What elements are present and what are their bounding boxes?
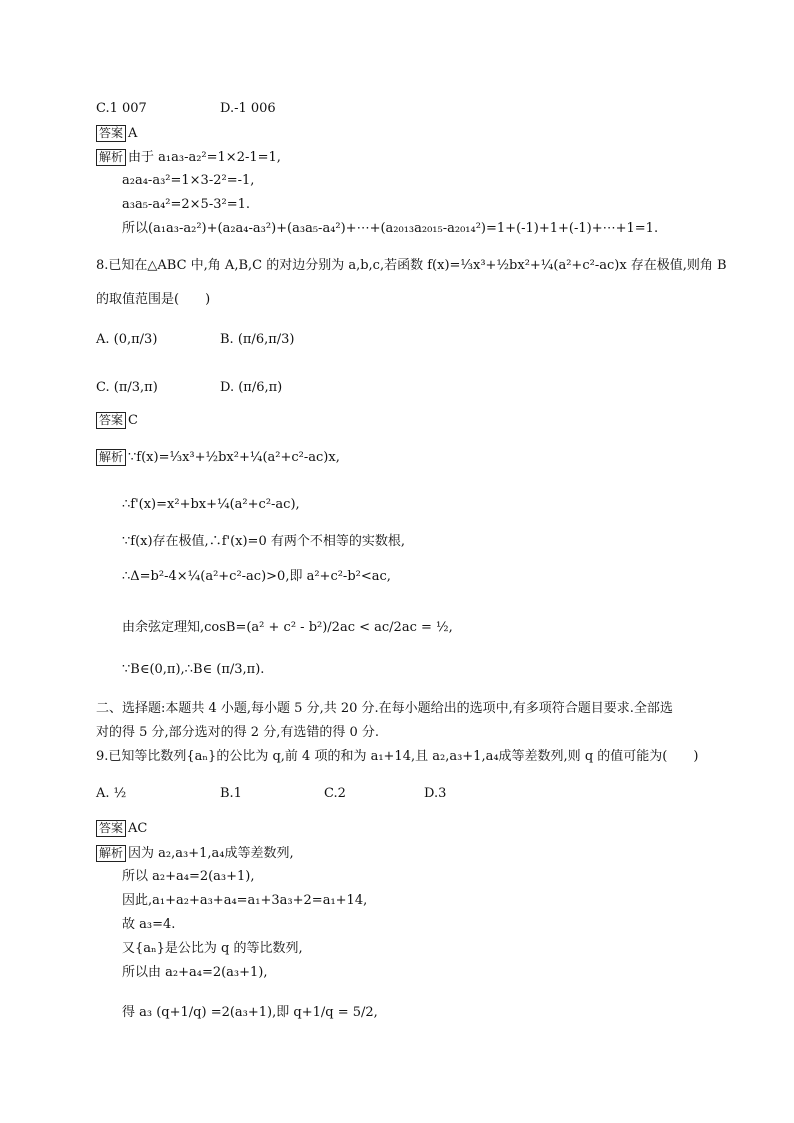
analysis-tag: 解析 [96, 149, 126, 166]
q7-analysis-line: a₃a₅-a₄²=2×5-3²=1. [122, 197, 250, 212]
q8-stem-line: 的取值范围是( ) [96, 292, 211, 307]
section-2-intro-line: 对的得 5 分,部分选对的得 2 分,有选错的得 0 分. [96, 725, 380, 740]
q7-option-d: D.-1 006 [220, 101, 276, 116]
q9-answer-row [96, 820, 147, 837]
answer-tag: 答案 [96, 820, 126, 837]
q9-option-c: C.2 [324, 786, 346, 801]
analysis-tag: 解析 [96, 845, 126, 862]
q9-analysis-line: 因为 a₂,a₃+1,a₄成等差数列, [128, 846, 294, 861]
q8-option-c: C. (π/3,π) [96, 380, 158, 395]
q9-analysis-line: 又{aₙ}是公比为 q 的等比数列, [122, 941, 303, 956]
answer-tag: 答案 [96, 125, 126, 142]
q7-analysis-row [96, 149, 281, 166]
q8-option-d: D. (π/6,π) [220, 380, 283, 395]
q7-option-c: C.1 007 [96, 101, 147, 116]
q8-option-a: A. (0,π/3) [96, 332, 158, 347]
q9-answer: AC [128, 821, 148, 836]
q9-analysis-line: 得 a₃ (q+1/q) =2(a₃+1),即 q+1/q = 5/2, [122, 1005, 378, 1020]
q7-answer-row [96, 125, 137, 142]
q9-analysis-row [96, 845, 294, 862]
q9-stem: 9.已知等比数列{aₙ}的公比为 q,前 4 项的和为 a₁+14,且 a₂,a₃+1,a₄成等差数列,则 q 的值可能为( ) [96, 749, 699, 764]
q9-analysis-line: 所以由 a₂+a₄=2(a₃+1), [122, 965, 268, 980]
q8-analysis-line: ∴Δ=b²-4×¼(a²+c²-ac)>0,即 a²+c²-b²<ac, [122, 569, 391, 584]
q8-analysis-line: ∵f(x)存在极值,∴f'(x)=0 有两个不相等的实数根, [122, 534, 405, 549]
q8-analysis-line: ∵B∈(0,π),∴B∈ (π/3,π). [122, 662, 265, 677]
q7-analysis-line: 由于 a₁a₃-a₂²=1×2-1=1, [128, 150, 281, 165]
section-2-intro-line: 二、选择题:本题共 4 小题,每小题 5 分,共 20 分.在每小题给出的选项中,有多项符合题目要求.全部选 [96, 701, 673, 716]
answer-tag: 答案 [96, 412, 126, 429]
analysis-tag: 解析 [96, 449, 126, 466]
q8-stem-line: 8.已知在△ABC 中,角 A,B,C 的对边分别为 a,b,c,若函数 f(x)=⅓x³+½bx²+¼(a²+c²-ac)x 存在极值,则角 B [96, 258, 727, 273]
q8-analysis-line: ∵f(x)=⅓x³+½bx²+¼(a²+c²-ac)x, [128, 450, 340, 465]
q9-option-d: D.3 [424, 786, 447, 801]
q9-option-b: B.1 [220, 786, 242, 801]
q8-option-b: B. (π/6,π/3) [220, 332, 295, 347]
q9-analysis-line: 因此,a₁+a₂+a₃+a₄=a₁+3a₃+2=a₁+14, [122, 893, 368, 908]
q8-analysis-line: ∴f'(x)=x²+bx+¼(a²+c²-ac), [122, 497, 300, 512]
q8-analysis-line: 由余弦定理知,cosB=(a² + c² - b²)/2ac < ac/2ac = ½, [122, 620, 453, 635]
q9-analysis-line: 所以 a₂+a₄=2(a₃+1), [122, 869, 255, 884]
q7-answer: A [128, 126, 138, 141]
q8-answer-row [96, 412, 138, 429]
q8-answer: C [128, 413, 138, 428]
q9-analysis-line: 故 a₃=4. [122, 917, 176, 932]
q7-analysis-line: a₂a₄-a₃²=1×3-2²=-1, [122, 173, 255, 188]
q9-option-a: A. ½ [96, 786, 127, 801]
q7-analysis-line: 所以(a₁a₃-a₂²)+(a₂a₄-a₃²)+(a₃a₅-a₄²)+⋯+(a₂₀₁₃a₂₀₁₅-a₂₀₁₄²)=1+(-1)+1+(-1)+⋯+1=1. [122, 221, 659, 236]
q8-analysis-row [96, 449, 340, 466]
